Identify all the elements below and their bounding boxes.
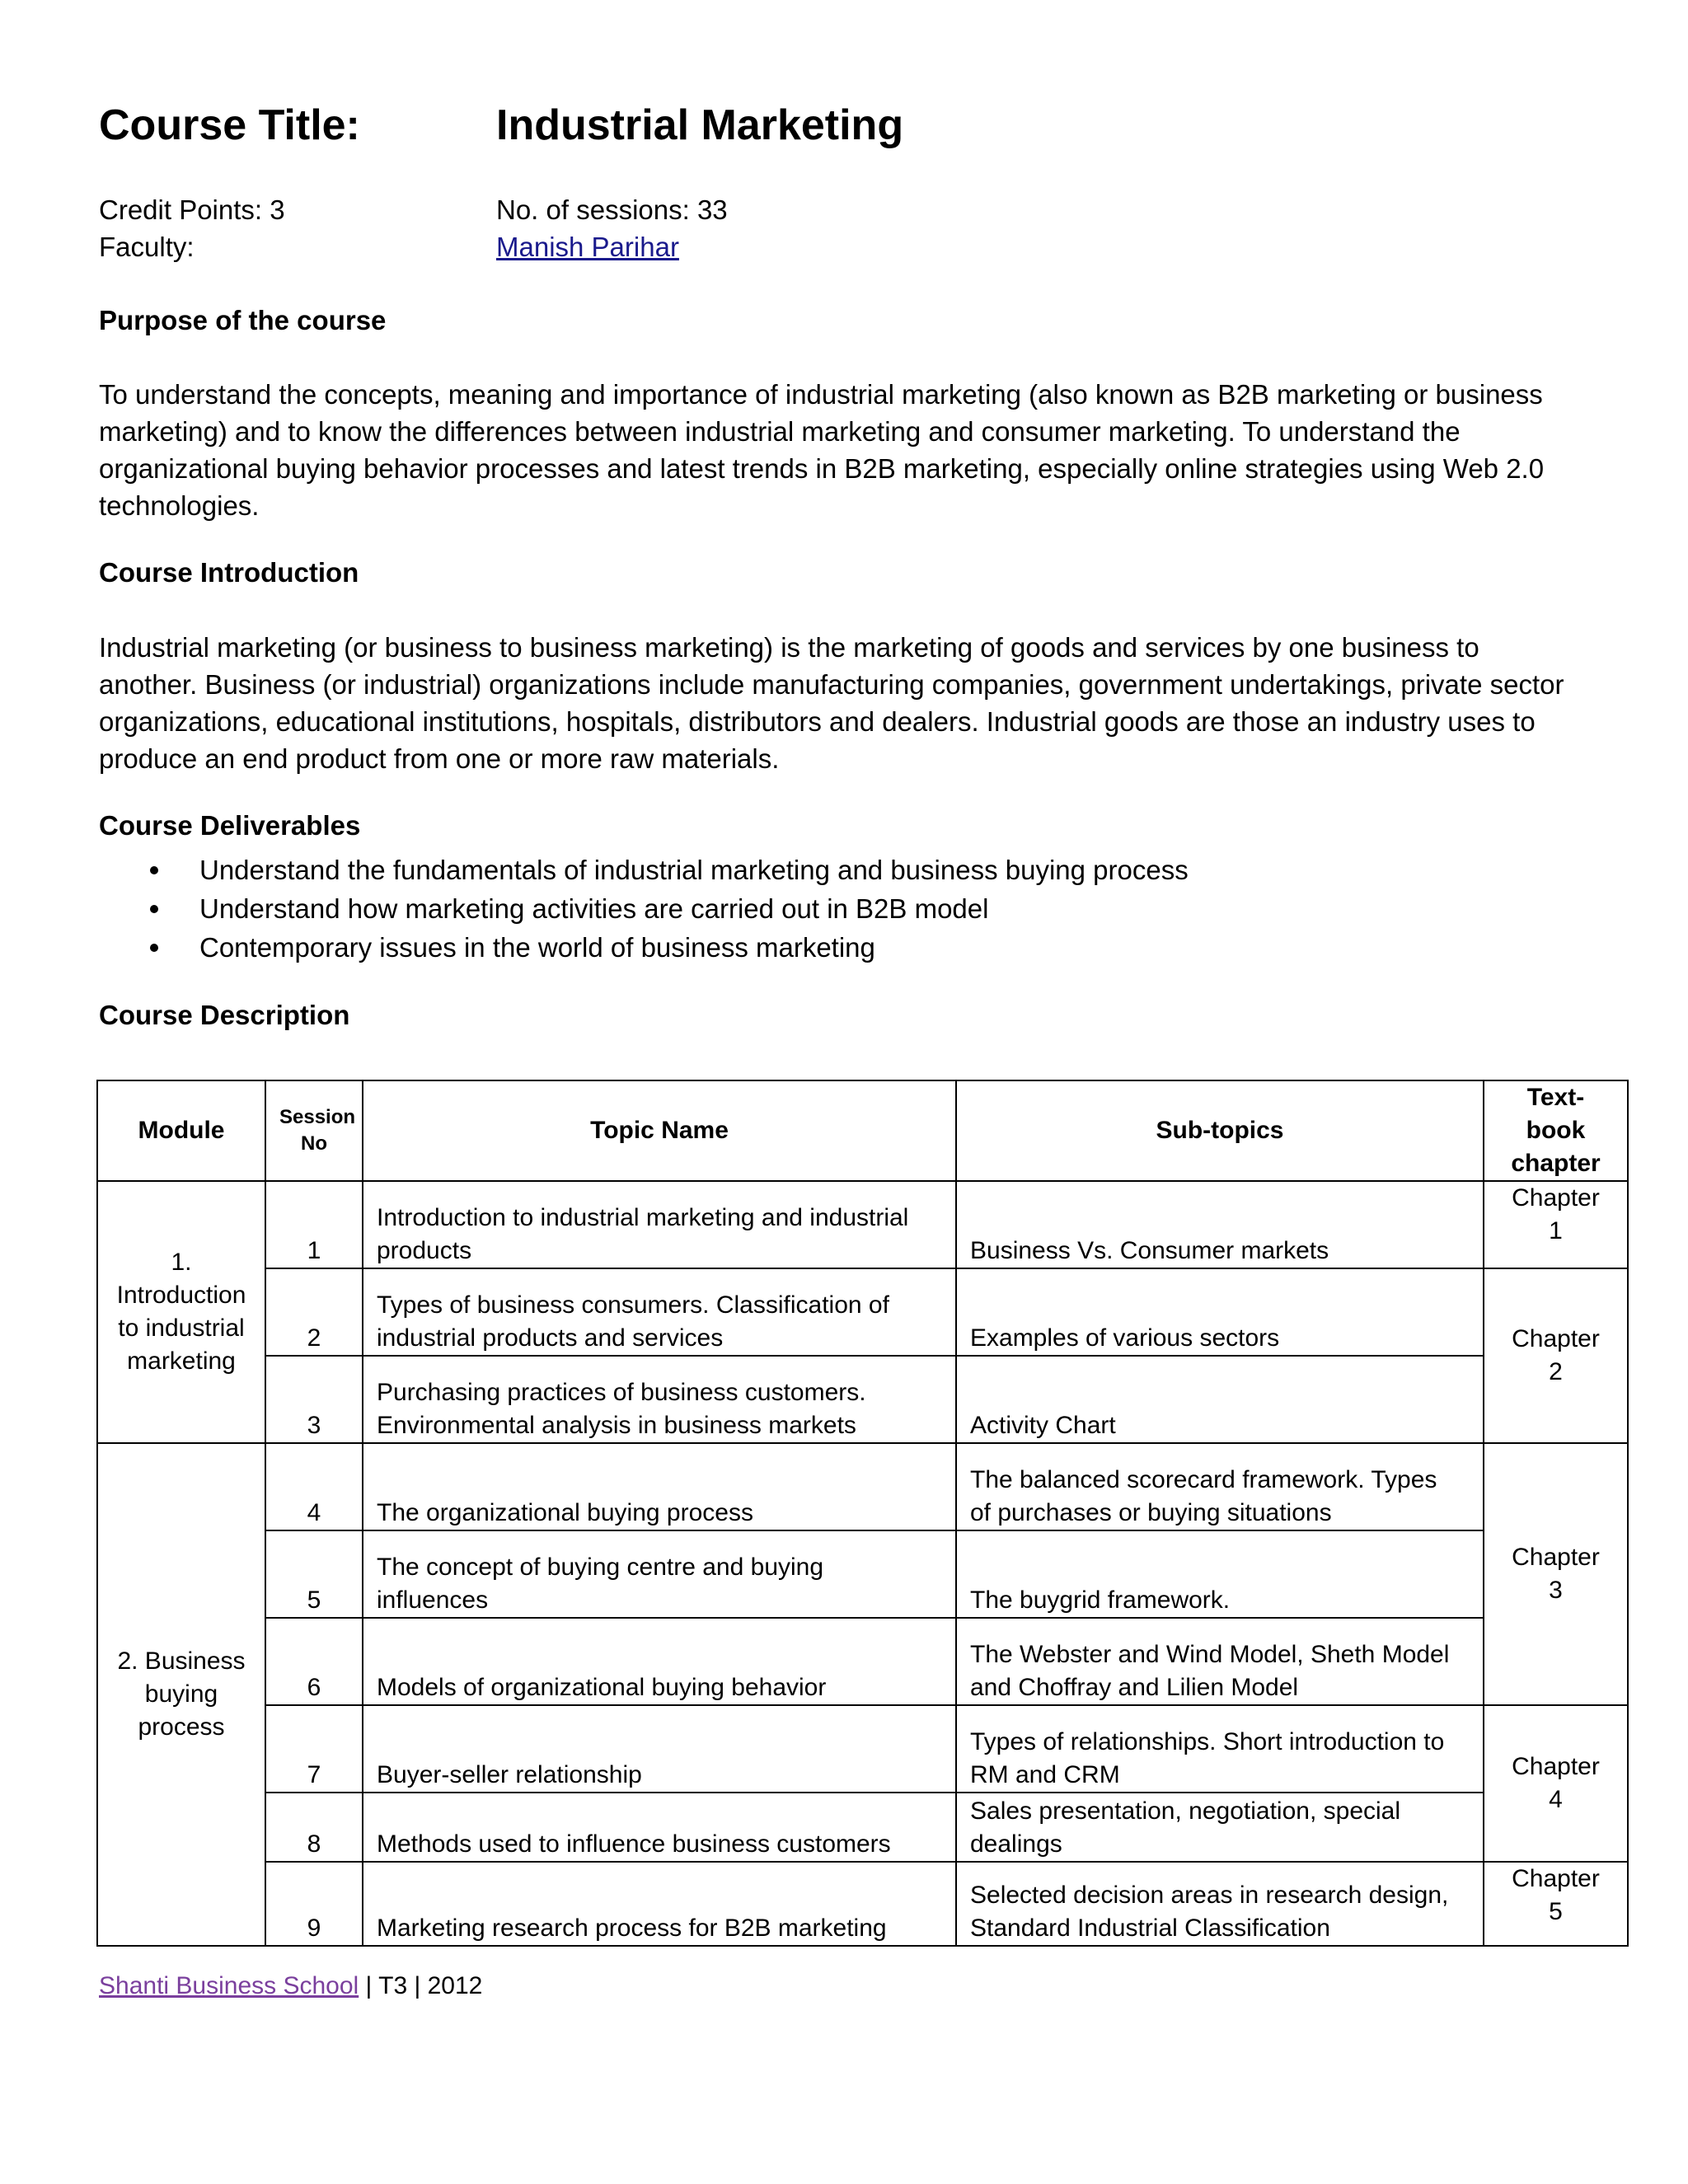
description-heading: Course Description xyxy=(99,1000,350,1030)
list-item: Understand the fundamentals of industrial marketing and business buying process xyxy=(99,851,1189,889)
table-row xyxy=(97,1618,1628,1705)
header-session: Session No xyxy=(265,1080,363,1181)
topic-cell: Models of organizational buying behavior xyxy=(363,1618,956,1705)
table-header-row xyxy=(97,1080,1628,1181)
topic-cell: Introduction to industrial marketing and industrial products xyxy=(363,1181,956,1268)
header-module: Module xyxy=(97,1080,265,1181)
header-subtopics: Sub-topics xyxy=(956,1080,1484,1181)
course-title-label: Course Title: xyxy=(99,101,360,149)
subtopic-cell: Activity Chart xyxy=(956,1356,1484,1443)
sessions-count: No. of sessions: 33 xyxy=(496,194,728,225)
table-row xyxy=(97,1862,1628,1946)
subtopic-cell: The balanced scorecard framework. Types of purchases or buying situations xyxy=(956,1443,1484,1530)
deliverables-heading: Course Deliverables xyxy=(99,810,361,841)
topic-cell: The concept of buying centre and buying influences xyxy=(363,1530,956,1618)
subtopic-cell: Examples of various sectors xyxy=(956,1268,1484,1356)
chapter-cell: Chapter 1 xyxy=(1484,1181,1628,1268)
session-cell: 7 xyxy=(265,1705,363,1793)
page-footer xyxy=(99,1972,482,2000)
list-item: Contemporary issues in the world of business marketing xyxy=(99,928,1189,967)
bullet-icon xyxy=(150,905,158,913)
school-link[interactable]: Shanti Business School xyxy=(99,1972,359,1999)
session-cell: 8 xyxy=(265,1793,363,1862)
topic-cell: Methods used to influence business customers xyxy=(363,1793,956,1862)
faculty-row xyxy=(99,232,679,263)
list-item: Understand how marketing activities are carried out in B2B model xyxy=(99,889,1189,928)
credit-row xyxy=(99,194,728,226)
purpose-heading: Purpose of the course xyxy=(99,305,387,335)
introduction-heading: Course Introduction xyxy=(99,557,359,588)
chapter-cell: Chapter 5 xyxy=(1484,1862,1628,1946)
session-cell: 9 xyxy=(265,1862,363,1946)
subtopic-cell: Business Vs. Consumer markets xyxy=(956,1181,1484,1268)
topic-cell: Marketing research process for B2B marketing xyxy=(363,1862,956,1946)
course-title-value: Industrial Marketing xyxy=(496,101,904,149)
header-chapter: Text- book chapter xyxy=(1484,1080,1628,1181)
session-cell: 4 xyxy=(265,1443,363,1530)
table-row xyxy=(97,1356,1628,1443)
subtopic-cell: The buygrid framework. xyxy=(956,1530,1484,1618)
module-cell: 2. Business buying process xyxy=(97,1443,265,1946)
bullet-icon xyxy=(150,866,158,874)
table-row xyxy=(97,1705,1628,1793)
faculty-label: Faculty: xyxy=(99,232,195,262)
course-description-table xyxy=(96,1080,1629,1947)
table-row xyxy=(97,1181,1628,1268)
footer-term-year: | T3 | 2012 xyxy=(359,1972,483,1999)
credit-points: Credit Points: 3 xyxy=(99,194,285,225)
table-row xyxy=(97,1530,1628,1618)
chapter-cell: Chapter 2 xyxy=(1484,1268,1628,1443)
topic-cell: The organizational buying process xyxy=(363,1443,956,1530)
table-row xyxy=(97,1268,1628,1356)
header-topic: Topic Name xyxy=(363,1080,956,1181)
subtopic-cell: The Webster and Wind Model, Sheth Model and Choffray and Lilien Model xyxy=(956,1618,1484,1705)
topic-cell: Buyer-seller relationship xyxy=(363,1705,956,1793)
subtopic-cell: Sales presentation, negotiation, special dealings xyxy=(956,1793,1484,1862)
purpose-text: To understand the concepts, meaning and importance of industrial marketing (also known as B2B marketing or business marketing) and to know the differences between industrial marketing and consumer marketing. To understand the organizational buying behavior processes and latest trends in B2B marketing, especially online strategies using Web 2.0 technologies. xyxy=(99,379,1545,521)
deliverables-list xyxy=(99,851,1189,967)
subtopic-cell: Selected decision areas in research design, Standard Industrial Classification xyxy=(956,1862,1484,1946)
bullet-icon xyxy=(150,944,158,952)
topic-cell: Types of business consumers. Classification of industrial products and services xyxy=(363,1268,956,1356)
chapter-cell: Chapter 4 xyxy=(1484,1705,1628,1862)
session-cell: 1 xyxy=(265,1181,363,1268)
table-row xyxy=(97,1443,1628,1530)
faculty-link[interactable]: Manish Parihar xyxy=(496,232,679,262)
session-cell: 5 xyxy=(265,1530,363,1618)
subtopic-cell: Types of relationships. Short introduction to RM and CRM xyxy=(956,1705,1484,1793)
session-cell: 6 xyxy=(265,1618,363,1705)
topic-cell: Purchasing practices of business customers. Environmental analysis in business markets xyxy=(363,1356,956,1443)
module-cell: 1. Introduction to industrial marketing xyxy=(97,1181,265,1443)
session-cell: 3 xyxy=(265,1356,363,1443)
chapter-cell: Chapter 3 xyxy=(1484,1443,1628,1705)
introduction-text: Industrial marketing (or business to business marketing) is the marketing of goods and services by one business to another. Business (or industrial) organizations include manufacturing companies, government undertakings, private sector organizations, educational institutions, hospitals, distributors and dealers. Industrial goods are those an industry uses to produce an end product from one or more raw materials. xyxy=(99,632,1564,774)
session-cell: 2 xyxy=(265,1268,363,1356)
table-row xyxy=(97,1793,1628,1862)
